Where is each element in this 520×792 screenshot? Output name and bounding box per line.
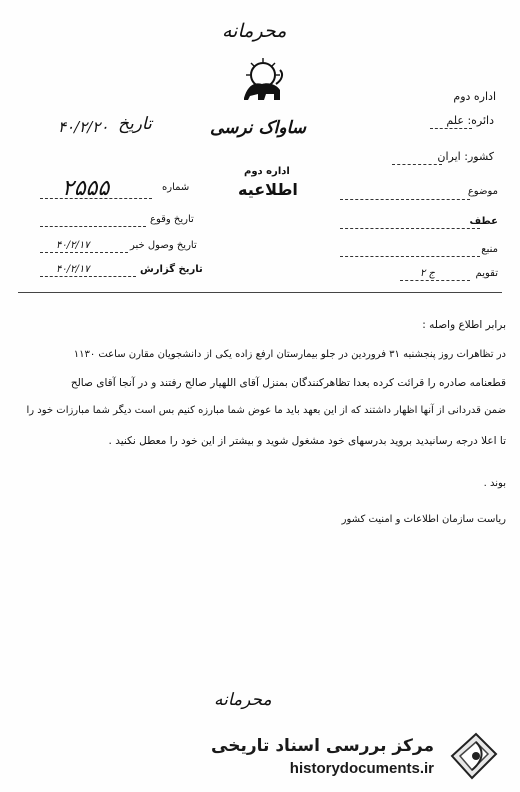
receipt-date-dotted-line [40, 252, 128, 253]
body-line-4: تا اعلا درجه رسانیدید بروید بدرسهای خود مشغول شوید و بیشتر از این خود را معطل نکنید . [108, 435, 506, 447]
event-date-label: تاریخ وقوع [150, 214, 194, 225]
directorate-label-2: اداره دوم [244, 166, 290, 177]
event-date-dotted-line [40, 226, 146, 227]
archive-logo-icon [446, 730, 502, 782]
report-date-value: ۴۰/۲/۱۷ [56, 264, 90, 275]
reference-label: عطف [469, 216, 498, 227]
footer-signature: ریاست سازمان اطلاعات و امنیت کشور [341, 514, 506, 525]
country-dotted-line [392, 164, 442, 165]
rating-dotted-line [400, 280, 470, 281]
receipt-date-label: تاریخ وصول خبر [130, 240, 197, 251]
source-label: منبع [481, 244, 498, 255]
body-intro-line: برابر اطلاع واصله : [422, 319, 506, 331]
date-label: تاریخ [118, 114, 152, 134]
source-dotted-line [340, 256, 480, 257]
reference-dotted-line [340, 228, 480, 229]
subject-dotted-line [340, 199, 470, 200]
report-date-label: تاریخ گزارش [140, 264, 203, 275]
report-date-dotted-line [40, 276, 136, 277]
recipient-line: بوند . [483, 478, 506, 489]
receipt-date-value: ۴۰/۲/۱۷ [56, 240, 90, 251]
body-line-1: در تظاهرات روز پنجشنبه ۳۱ فروردین در جلو بیمارستان ارفع زاده یکی از دانشجویان مقارن ساعت ۱۱۳۰ [73, 349, 506, 360]
date-value: ۴۰/۲/۲۰ [58, 118, 109, 136]
document-title: اطلاعیه [238, 180, 298, 199]
country-label: کشور: ایران [437, 150, 494, 163]
lion-and-sun-emblem-icon [236, 54, 288, 106]
watermark-title: مرکز بررسی اسناد تاریخی [211, 736, 434, 756]
office-dotted-line [430, 128, 472, 129]
classification-bottom: محرمانه [214, 690, 272, 710]
classification-top: محرمانه [222, 20, 287, 42]
subject-label: موضوع [467, 186, 498, 197]
watermark-url: historydocuments.ir [289, 760, 434, 777]
office-label: دائره: علم [446, 114, 494, 127]
organization-name: ساواک نرسی [210, 118, 307, 138]
number-label: شماره [162, 182, 190, 193]
rating-label: تقویم [475, 268, 498, 279]
body-line-3: ضمن قدردانی از آنها اظهار داشتند که از این بعهد باید ما عوض شما مبارزه کنیم بس است دیگر شما مبارزات خود را [26, 405, 506, 416]
body-line-2: قطعنامه صادره را قرائت کرده بعدا تظاهرکنندگان بمنزل آقای اللهیار صالح رفتند و در آنجا آقای صالح [70, 377, 506, 389]
number-value: ۲۵۵۵ [62, 176, 110, 201]
header-divider [18, 292, 502, 293]
rating-value: ج ۲ [420, 268, 436, 279]
number-dotted-line [40, 198, 152, 199]
department-label: اداره دوم [453, 90, 496, 103]
